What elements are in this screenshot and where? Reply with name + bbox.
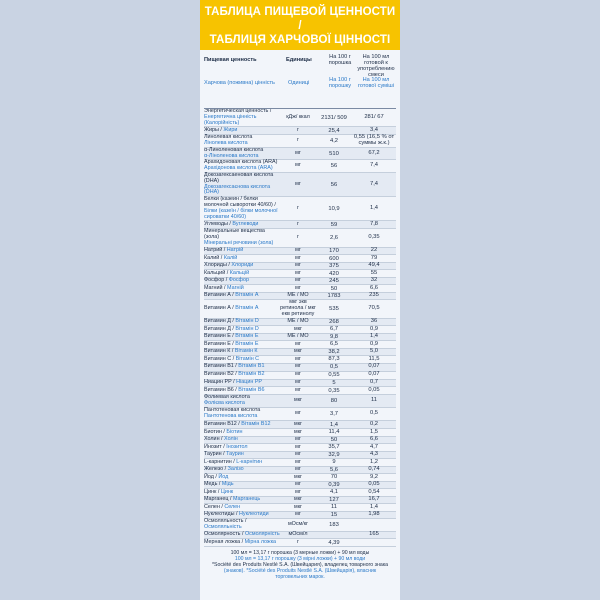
unit: мкг xyxy=(293,473,303,480)
nutrient-name xyxy=(204,278,280,284)
nutrient-name-ua: Жири xyxy=(223,126,238,133)
value-per-100ml: 6,6 xyxy=(369,436,379,443)
nutrient-name xyxy=(204,109,280,126)
nutrient-name xyxy=(204,388,280,394)
value-per-100g: 183 xyxy=(329,522,339,529)
nutrient-name-ua: Калій xyxy=(223,254,238,261)
value-per-100ml: 1,5 xyxy=(369,428,379,435)
value-per-100g: 25,4 xyxy=(328,127,340,134)
nutrient-name xyxy=(204,271,280,277)
unit: мг xyxy=(295,180,301,187)
nutrient-name xyxy=(204,452,280,458)
value-per-100ml: 67,2 xyxy=(368,149,380,156)
nutrient-name xyxy=(204,437,280,443)
value-per-100ml: 0,05 xyxy=(368,481,380,488)
unit: МЕ / МО xyxy=(287,333,309,340)
nutrient-name-ua: L-карнітин xyxy=(236,458,263,465)
value-per-100g: 6,7 xyxy=(329,326,339,333)
footer-line-2: 100 мл = 13,17 г порошку (3 мірні ложки) + 90 мл води xyxy=(234,555,366,562)
value-per-100ml: 16,7 xyxy=(368,496,380,503)
nutrient-name-ua: Інозитол xyxy=(226,443,248,450)
nutrient-name-ua: Білки (казеїн / білки молочної сироватки 40/60) xyxy=(204,207,278,220)
nutrient-name-ru: Витамин Д / xyxy=(204,318,236,325)
nutrient-name-ua: Вітамін А xyxy=(235,305,259,312)
table-row xyxy=(204,229,396,247)
nutrient-name xyxy=(204,512,280,518)
nutrient-name-ua: Мірна ложка xyxy=(244,538,277,545)
value-per-100ml: 36 xyxy=(370,318,378,325)
value-per-100ml: 7,8 xyxy=(369,221,379,228)
value-per-100g: 38,2 xyxy=(328,348,340,355)
table-row xyxy=(204,109,396,127)
value-per-100g: 80 xyxy=(330,398,338,405)
footer-line-5: торговельних марок. xyxy=(275,573,325,580)
header-name-ru: Пищевая ценность xyxy=(204,57,257,63)
header-100g-ua: На 100 г порошку xyxy=(328,77,352,89)
nutrient-name-ru: α-Линоленовая кислота xyxy=(204,146,264,153)
value-per-100ml: 165 xyxy=(369,531,379,538)
value-per-100ml: 0,74 xyxy=(368,466,380,473)
table-title xyxy=(200,0,400,50)
value-per-100g: 10,9 xyxy=(328,205,340,212)
nutrient-name xyxy=(204,497,280,503)
nutrient-name-ua: Вуглеводи xyxy=(232,221,259,228)
value-per-100g: 15 xyxy=(330,511,338,518)
nutrient-name xyxy=(204,357,280,363)
unit: мкг xyxy=(293,496,303,503)
nutrient-name-ru: Минеральные вещества (зола) xyxy=(204,228,265,241)
value-per-100g: 5,6 xyxy=(329,466,339,473)
unit: мкг экв ретинола / мкг екв ретинолу xyxy=(280,299,316,317)
value-per-100ml: 9,2 xyxy=(369,473,379,480)
nutrient-name-ru: Витамин B6 / xyxy=(204,386,239,393)
table-header xyxy=(204,54,396,109)
nutrient-name-ru: L-карнитин / xyxy=(204,458,237,465)
value-per-100g: 6,5 xyxy=(329,341,339,348)
unit: мОсм/л xyxy=(288,531,308,538)
nutrient-name-ru: Калий / xyxy=(204,254,224,261)
nutrient-name-ru: Железо / xyxy=(204,466,228,473)
nutrient-name-ua: Марганець xyxy=(232,496,261,503)
table-row xyxy=(204,408,396,421)
nutrient-name-ru: Витамин С / xyxy=(204,355,236,362)
nutrient-name xyxy=(204,445,280,451)
nutrient-name xyxy=(204,173,280,196)
nutrient-name-ua: Біотин xyxy=(226,428,243,435)
value-per-100g: 600 xyxy=(329,255,339,262)
value-per-100ml: 7,4 xyxy=(369,162,379,169)
value-per-100g: 11,4 xyxy=(328,429,340,436)
nutrient-name-ru: Витамин А / xyxy=(204,305,236,312)
table-row xyxy=(204,197,396,221)
footer-line-4: (знаков). *Société des Produits Nestlé S.A. (Швейцарія), власник xyxy=(223,567,377,574)
header-100ml-ua: На 100 мл готової суміші xyxy=(358,77,394,89)
nutrient-name-ua: Хлориди xyxy=(231,262,254,269)
value-per-100g: 11 xyxy=(330,504,338,511)
nutrient-name-ru: Витамин Е / xyxy=(204,333,236,340)
value-per-100g: 50 xyxy=(330,285,338,292)
nutrient-name-ua: Ніацин РР xyxy=(236,379,263,386)
nutrient-name xyxy=(204,229,280,246)
nutrient-name-ua: Вітамін D xyxy=(235,325,259,332)
nutrient-name-ua: Залізо xyxy=(227,466,244,473)
nutrient-name-ru: Селен / xyxy=(204,503,225,510)
nutrient-name xyxy=(204,148,280,160)
unit: мг xyxy=(295,379,301,386)
unit: мг xyxy=(295,458,301,465)
unit: г xyxy=(297,126,299,133)
nutrient-name-ru: Ниацин РР / xyxy=(204,379,237,386)
nutrient-name-ru: Таурин / xyxy=(204,451,227,458)
nutrient-name-ua: Мідь xyxy=(221,481,234,488)
value-per-100g: 56 xyxy=(330,181,338,188)
nutrient-name xyxy=(204,334,280,340)
value-per-100ml: 55 xyxy=(370,269,378,276)
nutrient-name-ru: Энергетическая ценность / xyxy=(204,108,272,114)
header-unit-ua: Одиниці xyxy=(288,80,310,86)
nutrient-name xyxy=(204,540,280,546)
nutrient-name-ru: Белки (казеин / белки молочной сыворотки 40/60) / xyxy=(204,196,276,209)
footer-line-3: *Société des Produits Nestlé S.A. (Швейцария), владелец товарного знака xyxy=(212,561,388,568)
nutrient-name xyxy=(204,286,280,292)
table-row xyxy=(204,519,396,532)
nutrient-name-ua: Вітамін Е xyxy=(235,340,259,347)
value-per-100ml: 1,4 xyxy=(369,333,379,340)
title-line-ua: ТАБЛИЦЯ ХАРЧОВОЇ ЦІННОСТІ xyxy=(209,34,391,46)
nutrient-name-ru: Осмолярность / xyxy=(204,531,245,538)
unit: мг xyxy=(295,162,301,169)
value-per-100g: 9 xyxy=(332,459,336,466)
value-per-100ml: 11,5 xyxy=(368,355,380,362)
value-per-100g: 0,55 xyxy=(328,372,340,379)
nutrient-name-ua: Осмоляльність xyxy=(204,524,242,531)
value-per-100ml: 1,4 xyxy=(369,503,379,510)
nutrient-name-ru: Витамин Е / xyxy=(204,340,236,347)
nutrient-name-ru: Линолевая кислота xyxy=(204,134,253,141)
unit: мг xyxy=(295,363,301,370)
unit: мг xyxy=(295,269,301,276)
nutrient-name xyxy=(204,372,280,378)
nutrient-name xyxy=(204,128,280,134)
value-per-100ml: 0,07 xyxy=(368,371,380,378)
value-per-100g: 0,5 xyxy=(329,364,339,371)
nutrient-name-ua: Селен xyxy=(224,503,241,510)
nutrient-name xyxy=(204,505,280,511)
nutrient-name-ua: Вітамін С xyxy=(235,355,260,362)
nutrient-name xyxy=(204,293,280,299)
nutrient-name-ua: Холін xyxy=(224,436,238,443)
value-per-100ml: 5,0 xyxy=(369,348,379,355)
nutrient-name xyxy=(204,422,280,428)
value-per-100g: 420 xyxy=(329,270,339,277)
value-per-100ml: 0,2 xyxy=(369,420,379,427)
nutrient-name xyxy=(204,342,280,348)
nutrient-name-ua: Таурин xyxy=(226,451,244,458)
unit: г xyxy=(297,234,299,241)
nutrient-name-ru: Хлориды / xyxy=(204,262,232,269)
nutrient-name xyxy=(204,197,280,220)
unit: г xyxy=(297,538,299,545)
value-per-100ml: 4,7 xyxy=(369,443,379,450)
unit: г xyxy=(297,204,299,211)
nutrient-name xyxy=(204,490,280,496)
nutrient-name-ua: Магній xyxy=(227,284,244,291)
table-row xyxy=(204,539,396,547)
nutrient-name-ru: Витамин B12 / xyxy=(204,420,242,427)
unit: МЕ / МО xyxy=(287,318,309,325)
nutrient-name-ua: Осмолярність xyxy=(244,531,280,538)
nutrient-name-ru: Арахидоновая кислота (ARA) xyxy=(204,159,278,166)
unit: г xyxy=(297,221,299,228)
value-per-100ml: 281/ 67 xyxy=(364,113,384,120)
value-per-100g: 35,7 xyxy=(328,444,340,451)
value-per-100g: 127 xyxy=(329,496,339,503)
unit: мг xyxy=(295,247,301,254)
nutrient-name xyxy=(204,395,280,407)
value-per-100g: 170 xyxy=(329,248,339,255)
nutrient-name-ua: Вітамін Е xyxy=(235,333,259,340)
value-per-100g: 70 xyxy=(330,474,338,481)
nutrient-name-ru: Марганец / xyxy=(204,496,233,503)
value-per-100ml: 70,5 xyxy=(368,305,380,312)
value-per-100g: 9,8 xyxy=(329,333,339,340)
unit: мкг xyxy=(293,397,303,404)
value-per-100g: 87,3 xyxy=(328,356,340,363)
value-per-100g: 32,9 xyxy=(328,451,340,458)
value-per-100ml: 235 xyxy=(369,292,379,299)
value-per-100ml: 22 xyxy=(370,247,378,254)
nutrient-name xyxy=(204,263,280,269)
value-per-100g: 2,6 xyxy=(329,235,339,242)
header-100g-ru: На 100 г порошка xyxy=(328,54,352,66)
nutrient-name xyxy=(204,306,280,312)
value-per-100ml: 0,9 xyxy=(369,325,379,332)
unit: мОсм/кг xyxy=(287,521,309,528)
nutrient-name-ru: Витамин Д / xyxy=(204,325,236,332)
nutrient-name xyxy=(204,482,280,488)
unit: мг xyxy=(295,443,301,450)
value-per-100g: 375 xyxy=(329,263,339,270)
value-per-100ml: 32 xyxy=(370,277,378,284)
value-per-100g: 3,7 xyxy=(329,411,339,418)
value-per-100ml: 4,3 xyxy=(369,451,379,458)
unit: мг xyxy=(295,410,301,417)
unit: мг xyxy=(295,355,301,362)
unit: мг xyxy=(295,386,301,393)
nutrient-name-ru: Мерная ложка / xyxy=(204,538,245,545)
nutrient-name-ua: α-Ліноленова кислота xyxy=(204,152,259,159)
nutrient-name xyxy=(204,532,280,538)
nutrient-name-ua: Вітамін А xyxy=(235,292,259,299)
value-per-100g: 50 xyxy=(330,436,338,443)
nutrient-name-ru: Витамин К / xyxy=(204,348,235,355)
title-line-ru: ТАБЛИЦА ПИЩЕВОЙ ЦЕННОСТИ / xyxy=(204,6,396,32)
value-per-100ml: 7,4 xyxy=(369,180,379,187)
nutrient-name-ua: Вітамін D xyxy=(235,318,259,325)
unit: мг xyxy=(295,277,301,284)
nutrient-name-ua: Енергетична цінність (Калорійність) xyxy=(204,113,257,126)
nutrient-name-ru: Цинк / xyxy=(204,488,221,495)
value-per-100g: 1,4 xyxy=(329,421,339,428)
value-per-100ml: 49,4 xyxy=(368,262,380,269)
nutrition-table-panel xyxy=(200,0,400,600)
nutrient-name-ru: Углеводы / xyxy=(204,221,233,228)
value-per-100ml: 0,35 xyxy=(368,234,380,241)
unit: мкг xyxy=(293,503,303,510)
nutrient-name xyxy=(204,519,280,531)
value-per-100ml: 0,54 xyxy=(368,488,380,495)
unit: кДж/ ккал xyxy=(286,113,310,120)
nutrient-name-ua: Кальцій xyxy=(229,269,250,276)
table-footer xyxy=(204,550,396,580)
header-unit-ru: Единицы xyxy=(286,57,312,63)
header-100ml-ru: На 100 мл готовой к употреблению смеси xyxy=(357,54,395,78)
value-per-100ml: 0,07 xyxy=(368,363,380,370)
unit: мг xyxy=(295,149,301,156)
nutrient-name-ua: Мінеральні речовини (зола) xyxy=(204,240,274,247)
nutrient-name-ru: Докозагексаеновая кислота (DHA) xyxy=(204,172,274,184)
nutrient-name-ru: Йод / xyxy=(204,473,219,480)
nutrient-name xyxy=(204,256,280,262)
unit: мг xyxy=(295,511,301,518)
header-name-ua: Харчова (поживна) цінність xyxy=(204,80,275,86)
unit: мг xyxy=(295,254,301,261)
nutrient-name-ru: Магний / xyxy=(204,284,228,291)
nutrient-name-ua: Нуклеотиди xyxy=(239,511,269,518)
nutrient-name-ru: Инозит / xyxy=(204,443,227,450)
value-per-100g: 5 xyxy=(332,379,336,386)
unit: мг xyxy=(295,340,301,347)
nutrient-name xyxy=(204,349,280,355)
value-per-100g: 0,35 xyxy=(328,387,340,394)
nutrient-name-ru: Натрий / xyxy=(204,247,227,254)
nutrient-name xyxy=(204,319,280,325)
nutrient-name xyxy=(204,327,280,333)
nutrient-name xyxy=(204,248,280,254)
nutrient-name-ru: Фолиевая кислота xyxy=(204,394,250,401)
nutrient-name-ua: Вітамін B1 xyxy=(238,363,265,370)
nutrient-name-ru: Осмоляльность / xyxy=(204,518,247,525)
nutrient-name xyxy=(204,467,280,473)
nutrition-rows xyxy=(204,109,396,547)
nutrient-name-ru: Пантотеновая кислота xyxy=(204,407,261,414)
nutrient-name-ru: Жиры / xyxy=(204,126,224,133)
nutrient-name xyxy=(204,430,280,436)
value-per-100g: 245 xyxy=(329,278,339,285)
nutrient-name-ua: Лінолева кислота xyxy=(204,139,248,146)
value-per-100g: 2131/ 509 xyxy=(321,114,347,121)
nutrient-name-ru: Биотин / xyxy=(204,428,227,435)
value-per-100ml: 0,55 (16,5 % от суммы ж.к.) xyxy=(353,134,395,146)
unit: мг xyxy=(295,451,301,458)
value-per-100ml: 79 xyxy=(370,254,378,261)
unit: мг xyxy=(295,436,301,443)
value-per-100g: 0,39 xyxy=(328,481,340,488)
value-per-100g: 59 xyxy=(330,221,338,228)
nutrient-name-ru: Витамин B2 / xyxy=(204,371,239,378)
value-per-100ml: 6,6 xyxy=(369,284,379,291)
value-per-100g: 535 xyxy=(329,306,339,313)
unit: мкг xyxy=(293,348,303,355)
unit: мкг xyxy=(293,325,303,332)
unit: мг xyxy=(295,371,301,378)
unit: мг xyxy=(295,262,301,269)
table-row xyxy=(204,173,396,197)
unit: мкг xyxy=(293,428,303,435)
value-per-100g: 4,1 xyxy=(329,489,339,496)
nutrient-name-ru: Кальций / xyxy=(204,269,230,276)
nutrient-name-ua: Фолієва кислота xyxy=(204,400,245,407)
value-per-100ml: 1,98 xyxy=(368,511,380,518)
nutrient-name-ua: Натрій xyxy=(226,247,244,254)
nutrient-name-ru: Витамин А / xyxy=(204,292,236,299)
nutrient-name-ua: Вітамін К xyxy=(234,348,258,355)
nutrient-name xyxy=(204,475,280,481)
nutrient-name xyxy=(204,408,280,420)
nutrient-name-ua: Вітамін B6 xyxy=(238,386,265,393)
unit: мкг xyxy=(293,420,303,427)
unit: мг xyxy=(295,466,301,473)
footer-line-1: 100 мл = 13,17 г порошка (3 мерные ложки) + 90 мл воды xyxy=(230,549,370,556)
value-per-100ml: 11 xyxy=(370,397,378,404)
value-per-100ml: 1,2 xyxy=(369,458,379,465)
value-per-100ml: 1,4 xyxy=(369,204,379,211)
nutrient-name xyxy=(204,460,280,466)
nutrient-name-ua: Арахідонова кислота (ARA) xyxy=(204,165,273,172)
value-per-100g: 4,2 xyxy=(329,137,339,144)
nutrient-name-ru: Медь / xyxy=(204,481,222,488)
nutrient-name-ru: Нуклеотиды / xyxy=(204,511,240,518)
unit: мг xyxy=(295,481,301,488)
nutrient-name-ua: Вітамін B2 xyxy=(238,371,265,378)
nutrient-name-ua: Йод xyxy=(218,473,229,480)
value-per-100ml: 0,7 xyxy=(369,379,379,386)
unit: мг xyxy=(295,284,301,291)
table-row xyxy=(204,395,396,408)
value-per-100ml: 3,4 xyxy=(369,126,379,133)
value-per-100ml: 0,05 xyxy=(368,386,380,393)
nutrient-name-ua: Цинк xyxy=(220,488,234,495)
value-per-100ml: 0,5 xyxy=(369,410,379,417)
value-per-100g: 268 xyxy=(329,318,339,325)
nutrient-name-ru: Холин / xyxy=(204,436,225,443)
nutrient-name-ru: Фосфор / xyxy=(204,277,229,284)
nutrient-name xyxy=(204,364,280,370)
value-per-100ml: 0,9 xyxy=(369,340,379,347)
table-row xyxy=(204,300,396,318)
nutrient-name-ua: Вітамін B12 xyxy=(241,420,271,427)
nutrient-name xyxy=(204,222,280,228)
value-per-100g: 4,39 xyxy=(328,539,340,546)
unit: г xyxy=(297,136,299,143)
unit: мг xyxy=(295,488,301,495)
nutrient-name xyxy=(204,380,280,386)
nutrient-name xyxy=(204,160,280,172)
nutrient-name-ua: Фосфор xyxy=(228,277,249,284)
nutrient-name-ua: Пантотенова кислота xyxy=(204,413,258,420)
value-per-100g: 510 xyxy=(329,150,339,157)
nutrient-name-ru: Витамин B1 / xyxy=(204,363,239,370)
nutrient-name xyxy=(204,135,280,147)
unit: МЕ / МО xyxy=(287,292,309,299)
value-per-100g: 1783 xyxy=(327,293,341,300)
value-per-100g: 56 xyxy=(330,163,338,170)
nutrient-name-ua: Докозагексаєнова кислота (DHA) xyxy=(204,183,271,196)
